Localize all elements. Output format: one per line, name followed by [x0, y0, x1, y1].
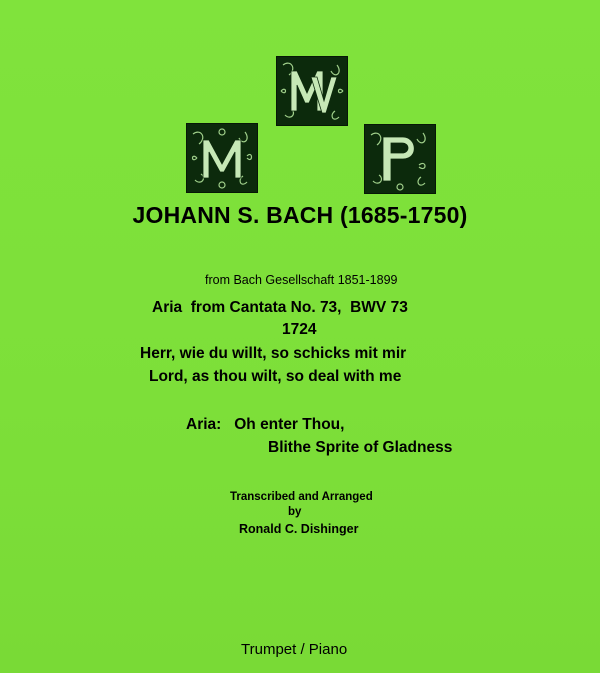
instrumentation: Trumpet / Piano	[241, 641, 348, 658]
credit-line: Transcribed and Arranged	[230, 491, 373, 503]
second-aria-title: Aria: Oh enter Thou,	[186, 416, 345, 433]
german-title: Herr, wie du willt, so schicks mit mir	[140, 345, 407, 362]
arranger-name: Ronald C. Dishinger	[239, 522, 359, 536]
ornamental-p-icon	[365, 125, 435, 193]
composer-heading: JOHANN S. BACH (1685-1750)	[132, 202, 468, 228]
logo-tile-mv	[276, 56, 348, 126]
second-aria-subtitle: Blithe Sprite of Gladness	[268, 439, 453, 456]
logo-tile-p	[364, 124, 436, 194]
work-year: 1724	[282, 321, 317, 338]
work-title: Aria from Cantata No. 73, BWV 73	[152, 299, 408, 316]
ornamental-mv-icon	[277, 57, 347, 125]
ornamental-m-icon	[187, 124, 257, 192]
english-title: Lord, as thou wilt, so deal with me	[149, 368, 402, 385]
logo-tile-m	[186, 123, 258, 193]
source-line: from Bach Gesellschaft 1851-1899	[205, 273, 398, 287]
credit-by: by	[288, 506, 302, 518]
